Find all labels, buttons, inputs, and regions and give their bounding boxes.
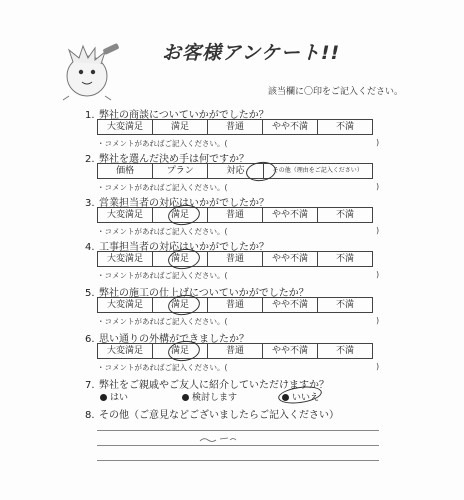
question-text: 弊社の施工の仕上げについていかがでしたか？ [99,288,309,299]
question-number: 8. [85,410,95,421]
radio-consider[interactable] [182,390,237,403]
radio-label: 検討します [192,393,238,403]
comment-q3[interactable] [97,226,379,237]
option-q2-2[interactable]: プラン [153,164,208,178]
option-q4-2[interactable]: 満足 [153,252,208,266]
question-number: 2. [85,154,95,165]
page-title: お客様アンケート!! [162,42,341,64]
option-q5-2[interactable]: 満足 [153,298,208,312]
radio-yes[interactable] [100,390,128,403]
option-q4-5[interactable]: 不満 [335,254,354,264]
option-q2-4[interactable]: その他（理由をご記入ください） [272,167,363,174]
option-q2-3[interactable]: 対応 [208,164,263,178]
options-q5 [97,297,373,313]
option-q1-4[interactable]: やや不満 [263,120,318,134]
comment-q2[interactable] [97,182,379,193]
answer-line[interactable] [97,430,379,431]
option-q1-5[interactable]: 不満 [335,122,354,132]
comment-prompt: ・コメントがあればご記入ください。( [97,227,228,236]
question-number: 7. [85,380,95,391]
comment-close: ) [376,226,379,235]
option-q4-1[interactable]: 大変満足 [98,252,153,266]
handwriting-mark [198,434,238,444]
option-q1-2[interactable]: 満足 [153,120,208,134]
option-q3-5[interactable]: 不満 [335,210,354,220]
option-q5-4[interactable]: やや不満 [263,298,318,312]
comment-q5[interactable] [97,316,379,327]
comment-prompt: ・コメントがあればご記入ください。( [97,271,228,280]
option-q5-3[interactable]: 普通 [208,298,263,312]
options-q1 [97,119,373,135]
comment-q4[interactable] [97,270,379,281]
mascot-icon [55,40,125,104]
option-q3-2[interactable]: 満足 [153,208,208,222]
options-q2 [97,163,373,179]
answer-line[interactable] [97,445,379,446]
question-8 [85,406,339,421]
question-number: 1. [85,110,95,121]
option-q6-5[interactable]: 不満 [335,346,354,356]
question-number: 3. [85,198,95,209]
comment-close: ) [376,182,379,191]
option-q5-5[interactable]: 不満 [335,300,354,310]
question-text: 弊社をご親戚やご友人に紹介していただけますか？ [99,380,329,391]
comment-close: ) [376,316,379,325]
question-text: 工事担当者の対応はいかがでしたか？ [99,242,269,253]
question-text: 思い通りの外構ができましたか？ [99,334,249,345]
option-q4-4[interactable]: やや不満 [263,252,318,266]
option-q1-1[interactable]: 大変満足 [98,120,153,134]
comment-prompt: ・コメントがあればご記入ください。( [97,363,228,372]
question-text: 弊社を選んだ決め手は何ですか？ [99,154,249,165]
option-q6-4[interactable]: やや不満 [263,344,318,358]
option-q6-2[interactable]: 満足 [153,344,208,358]
option-q3-4[interactable]: やや不満 [263,208,318,222]
option-q5-1[interactable]: 大変満足 [98,298,153,312]
options-q6 [97,343,373,359]
question-text: 弊社の商談についていかがでしたか？ [99,110,269,121]
question-text: 営業担当者の対応はいかがでしたか？ [99,198,269,209]
options-q3 [97,207,373,223]
option-q2-1[interactable]: 価格 [98,164,153,178]
instruction-text: 該当欄に〇印をご記入ください。 [268,87,404,97]
radio-label: いいえ [292,393,320,403]
option-q6-3[interactable]: 普通 [208,344,263,358]
comment-close: ) [376,138,379,147]
option-q3-1[interactable]: 大変満足 [98,208,153,222]
comment-q6[interactable] [97,362,379,373]
comment-prompt: ・コメントがあればご記入ください。( [97,183,228,192]
comment-close: ) [376,270,379,279]
options-q4 [97,251,373,267]
radio-label: はい [110,393,129,403]
option-q6-1[interactable]: 大変満足 [98,344,153,358]
question-number: 5. [85,288,95,299]
option-q1-3[interactable]: 普通 [208,120,263,134]
question-number: 6. [85,334,95,345]
comment-close: ) [376,362,379,371]
radio-dot-icon [100,394,107,401]
comment-prompt: ・コメントがあればご記入ください。( [97,317,228,326]
question-text: その他（ご意見などございましたらご記入ください） [99,410,339,421]
answer-line[interactable] [97,460,379,461]
comment-q1[interactable] [97,138,379,149]
option-q3-3[interactable]: 普通 [208,208,263,222]
option-q4-3[interactable]: 普通 [208,252,263,266]
radio-dot-icon [182,394,189,401]
question-number: 4. [85,242,95,253]
comment-prompt: ・コメントがあればご記入ください。( [97,139,228,148]
